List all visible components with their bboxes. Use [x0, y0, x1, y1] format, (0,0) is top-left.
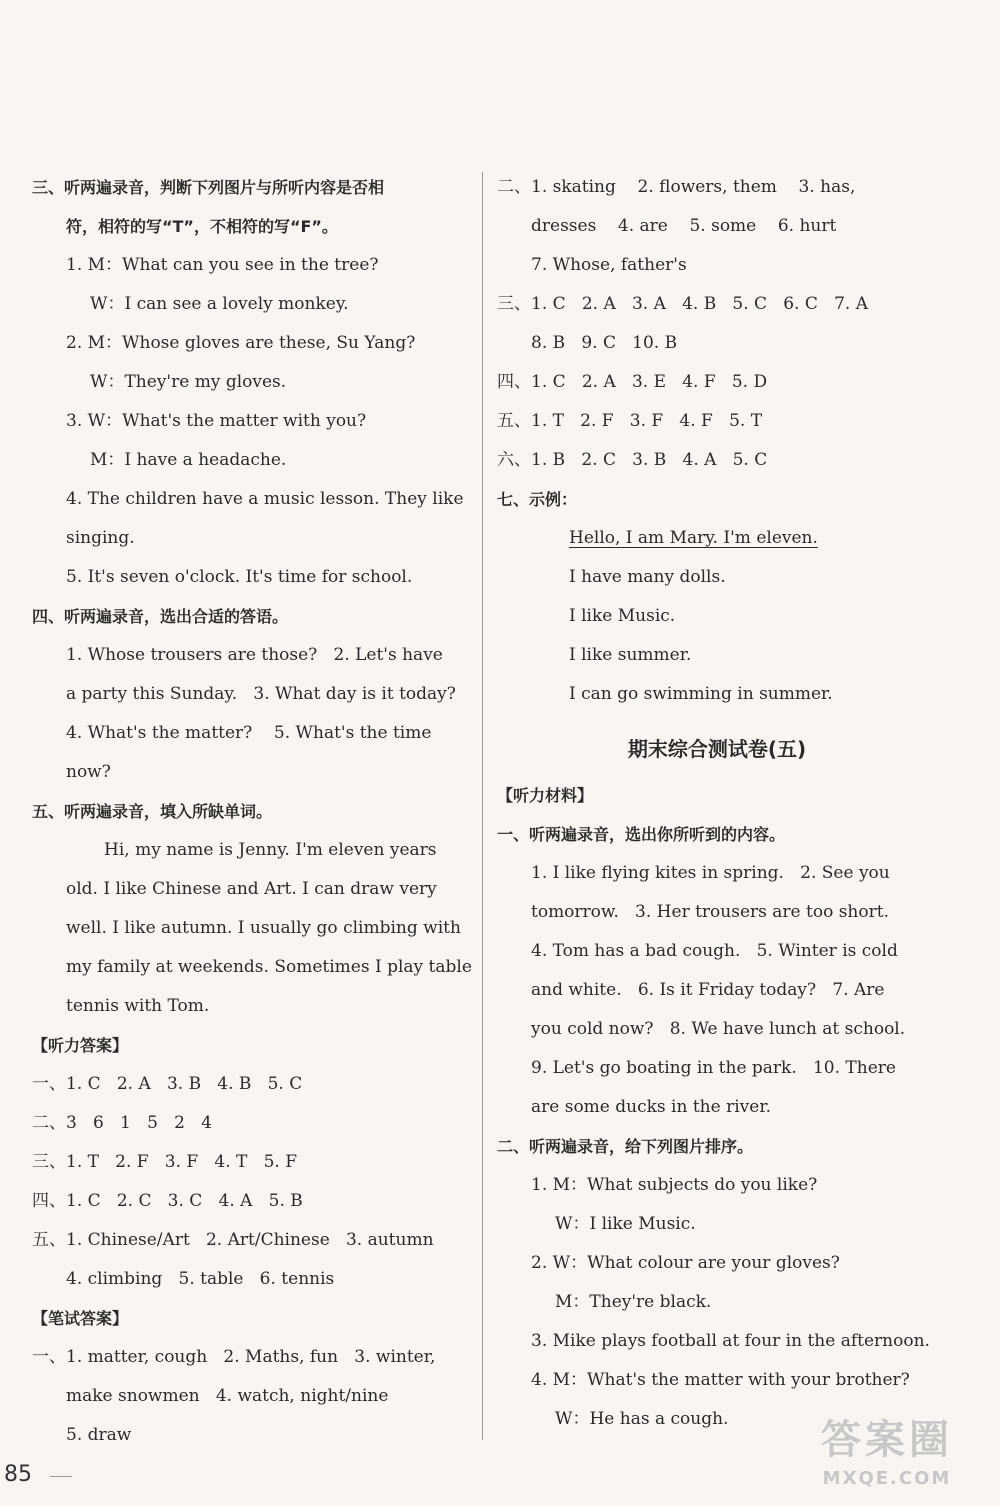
text-line: 1. M：What can you see in the tree?: [66, 255, 379, 275]
text-line: 1. I like flying kites in spring. 2. See you: [531, 863, 890, 883]
text-line: dresses 4. are 5. some 6. hurt: [531, 216, 837, 236]
text-line: 一、1. C 2. A 3. B 4. B 5. C: [32, 1074, 303, 1094]
section-heading: 符，相符的写“T”，不相符的写“F”。: [66, 217, 338, 236]
section-heading: 【听力答案】: [32, 1036, 129, 1055]
text-line: 1. M：What subjects do you like?: [531, 1175, 818, 1195]
text-line: my family at weekends. Sometimes I play table: [66, 957, 472, 977]
section-heading: 二、听两遍录音，给下列图片排序。: [497, 1137, 754, 1156]
text-line: 二、1. skating 2. flowers, them 3. has,: [497, 177, 856, 197]
page-number-rule: [50, 1476, 72, 1477]
text-line: 4. M：What's the matter with your brother?: [531, 1370, 910, 1390]
text-line: 3. Mike plays football at four in the afternoon.: [531, 1331, 930, 1351]
text-line: you cold now? 8. We have lunch at school.: [531, 1019, 906, 1039]
watermark: [792, 1412, 982, 1502]
text-line: W：I can see a lovely monkey.: [90, 294, 349, 314]
section-heading: 【笔试答案】: [32, 1309, 129, 1328]
text-line: 4. Tom has a bad cough. 5. Winter is cold: [531, 941, 898, 961]
text-line: 五、1. Chinese/Art 2. Art/Chinese 3. autumn: [32, 1230, 434, 1250]
text-line: Hi, my name is Jenny. I'm eleven years: [104, 840, 437, 860]
text-line: 六、1. B 2. C 3. B 4. A 5. C: [497, 450, 768, 470]
exam-title: 期末综合测试卷(五): [627, 737, 807, 761]
text-line: W：He has a cough.: [555, 1409, 729, 1429]
text-line: 7. Whose, father's: [531, 255, 687, 275]
text-line: I can go swimming in summer.: [569, 684, 833, 704]
text-line: 5. It's seven o'clock. It's time for school.: [66, 567, 413, 587]
text-line: singing.: [66, 528, 135, 548]
text-line: now?: [66, 762, 111, 782]
text-line: are some ducks in the river.: [531, 1097, 771, 1117]
left-column: [32, 168, 472, 1455]
section-heading: 【听力材料】: [497, 786, 594, 805]
text-line: 4. climbing 5. table 6. tennis: [66, 1269, 335, 1289]
text-line: 2. W：What colour are your gloves?: [531, 1253, 840, 1273]
text-line: 一、1. matter, cough 2. Maths, fun 3. winter,: [32, 1347, 436, 1367]
text-line: I like summer.: [569, 645, 692, 665]
text-line: I have many dolls.: [569, 567, 726, 587]
watermark-url: MXQE.COM: [822, 1468, 952, 1489]
text-line: 四、1. C 2. A 3. E 4. F 5. D: [497, 372, 768, 392]
section-heading: 七、示例：: [497, 490, 578, 509]
text-line: well. I like autumn. I usually go climbing with: [66, 918, 461, 938]
text-line: 4. The children have a music lesson. They like: [66, 489, 464, 509]
watermark-logo-text: 答案圈: [821, 1417, 953, 1463]
text-line: 四、1. C 2. C 3. C 4. A 5. B: [32, 1191, 303, 1211]
section-heading: 一、听两遍录音，选出你所听到的内容。: [497, 825, 786, 844]
text-line: W：I like Music.: [555, 1214, 696, 1234]
text-line: tennis with Tom.: [66, 996, 210, 1016]
text-line: 8. B 9. C 10. B: [531, 333, 678, 353]
text-line: 三、1. C 2. A 3. A 4. B 5. C 6. C 7. A: [497, 294, 868, 314]
section-heading: 五、听两遍录音，填入所缺单词。: [32, 802, 273, 821]
text-line: and white. 6. Is it Friday today? 7. Are: [531, 980, 885, 1000]
column-divider: [482, 172, 483, 1440]
text-line: 三、1. T 2. F 3. F 4. T 5. F: [32, 1152, 298, 1172]
text-line: M：I have a headache.: [90, 450, 287, 470]
text-line: I like Music.: [569, 606, 676, 626]
page-number: 85: [4, 1462, 32, 1487]
text-line: 二、3 6 1 5 2 4: [32, 1113, 212, 1133]
text-line: Hello, I am Mary. I'm eleven.: [569, 528, 818, 548]
text-line: tomorrow. 3. Her trousers are too short.: [531, 902, 889, 922]
text-line: a party this Sunday. 3. What day is it today?: [66, 684, 456, 704]
section-heading: 三、听两遍录音，判断下列图片与所听内容是否相: [32, 178, 385, 197]
right-column: [497, 168, 937, 1439]
text-line: 9. Let's go boating in the park. 10. There: [531, 1058, 896, 1078]
section-heading: 四、听两遍录音，选出合适的答语。: [32, 607, 289, 626]
text-line: make snowmen 4. watch, night/nine: [66, 1386, 389, 1406]
text-line: 3. W：What's the matter with you?: [66, 411, 367, 431]
text-line: W：They're my gloves.: [90, 372, 287, 392]
text-line: 五、1. T 2. F 3. F 4. F 5. T: [497, 411, 763, 431]
text-line: 1. Whose trousers are those? 2. Let's have: [66, 645, 443, 665]
text-line: M：They're black.: [555, 1292, 712, 1312]
text-line: 2. M：Whose gloves are these, Su Yang?: [66, 333, 416, 353]
text-line: 5. draw: [66, 1425, 132, 1445]
text-line: old. I like Chinese and Art. I can draw very: [66, 879, 437, 899]
text-line: 4. What's the matter? 5. What's the time: [66, 723, 432, 743]
